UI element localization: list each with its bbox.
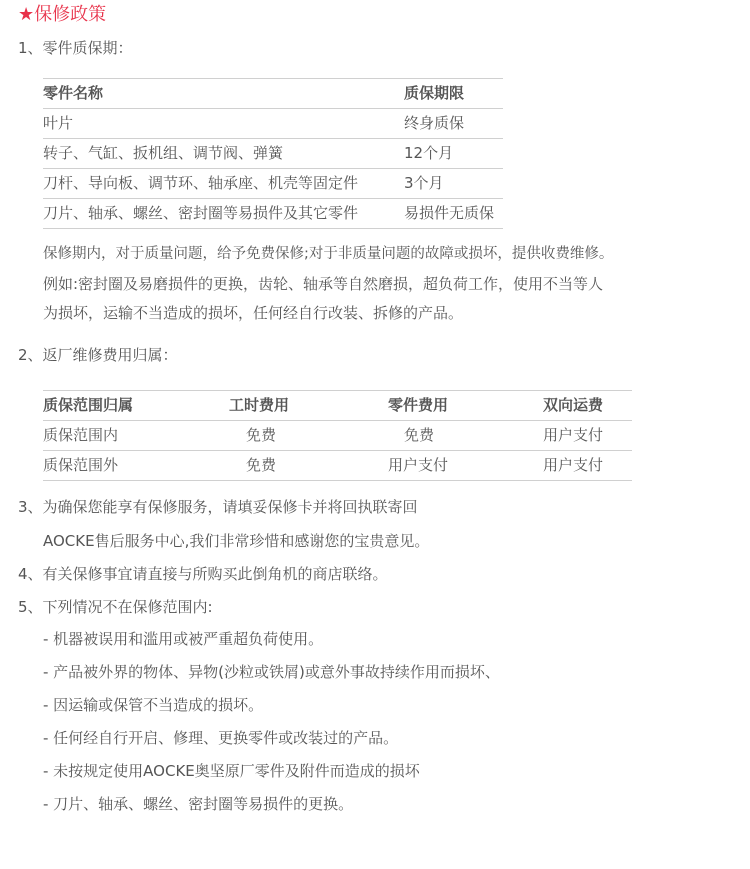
column-header-shipping-cost: 双向运费 bbox=[543, 396, 604, 414]
exclusion-list-item: - 刀片、轴承、螺丝、密封圈等易损件的更换。 bbox=[43, 795, 354, 813]
table-row bbox=[43, 109, 503, 139]
part-name-cell: 刀杆、导向板、调节环、轴承座、机壳等固定件 bbox=[43, 174, 359, 192]
column-header-warranty-period: 质保期限 bbox=[404, 84, 465, 102]
warranty-paragraph-line-1: 保修期内，对于质量问题，给予免费保修;对于非质量问题的故障或损坏，提供收费维修。 bbox=[43, 246, 614, 262]
exclusion-list-item: - 未按规定使用AOCKE奥坚原厂零件及附件而造成的损坏 bbox=[43, 762, 420, 780]
part-name-cell: 叶片 bbox=[43, 114, 74, 132]
exclusion-list-item: - 机器被误用和滥用或被严重超负荷使用。 bbox=[43, 630, 324, 648]
parts-warranty-table bbox=[43, 78, 503, 229]
section-2-heading: 2、返厂维修费用归属： bbox=[18, 346, 178, 364]
scope-cell: 质保范围外 bbox=[43, 456, 119, 474]
page-title: ★保修政策 bbox=[18, 4, 107, 25]
table-header-row bbox=[43, 391, 632, 421]
section-3-line-2: AOCKE售后服务中心,我们非常珍惜和感谢您的宝贵意见。 bbox=[43, 532, 430, 550]
table-row bbox=[43, 451, 632, 481]
table-row bbox=[43, 421, 632, 451]
exclusion-list-item: - 产品被外界的物体、异物(沙粒或铁屑)或意外事故持续作用而损坏、 bbox=[43, 663, 500, 681]
column-header-parts-cost: 零件费用 bbox=[388, 396, 449, 414]
shipping-cost-cell: 用户支付 bbox=[543, 426, 604, 444]
part-name-cell: 刀片、轴承、螺丝、密封圈等易损件及其它零件 bbox=[43, 204, 359, 222]
labor-cost-cell: 免费 bbox=[246, 426, 277, 444]
column-header-scope: 质保范围归属 bbox=[43, 396, 134, 414]
table-row bbox=[43, 199, 503, 229]
table-row bbox=[43, 139, 503, 169]
warranty-period-cell: 12个月 bbox=[404, 144, 454, 162]
warranty-paragraph-line-2: 例如:密封圈及易磨损件的更换，齿轮、轴承等自然磨损，超负荷工作，使用不当等人 bbox=[43, 275, 604, 293]
section-4-heading: 4、有关保修事宜请直接与所购买此倒角机的商店联络。 bbox=[18, 565, 388, 583]
warranty-period-cell: 易损件无质保 bbox=[404, 204, 495, 222]
warranty-paragraph-line-3: 为损坏，运输不当造成的损坏，任何经自行改装、拆修的产品。 bbox=[43, 304, 464, 322]
parts-cost-cell: 免费 bbox=[404, 426, 435, 444]
labor-cost-cell: 免费 bbox=[246, 456, 277, 474]
exclusion-list-item: - 因运输或保管不当造成的损坏。 bbox=[43, 696, 264, 714]
parts-cost-cell: 用户支付 bbox=[388, 456, 449, 474]
table-header-row bbox=[43, 79, 503, 109]
section-1-heading: 1、零件质保期： bbox=[18, 39, 133, 57]
exclusion-list-item: - 任何经自行开启、修理、更换零件或改装过的产品。 bbox=[43, 729, 399, 747]
column-header-labor-cost: 工时费用 bbox=[229, 396, 290, 414]
part-name-cell: 转子、气缸、扳机组、调节阀、弹簧 bbox=[43, 144, 284, 162]
table-row bbox=[43, 169, 503, 199]
repair-cost-table bbox=[43, 390, 632, 481]
warranty-period-cell: 3个月 bbox=[404, 174, 444, 192]
column-header-part-name: 零件名称 bbox=[43, 84, 104, 102]
warranty-period-cell: 终身质保 bbox=[404, 114, 465, 132]
section-5-heading: 5、下列情况不在保修范围内: bbox=[18, 598, 213, 616]
scope-cell: 质保范围内 bbox=[43, 426, 119, 444]
section-3-heading: 3、为确保您能享有保修服务，请填妥保修卡并将回执联寄回 bbox=[18, 498, 418, 516]
shipping-cost-cell: 用户支付 bbox=[543, 456, 604, 474]
